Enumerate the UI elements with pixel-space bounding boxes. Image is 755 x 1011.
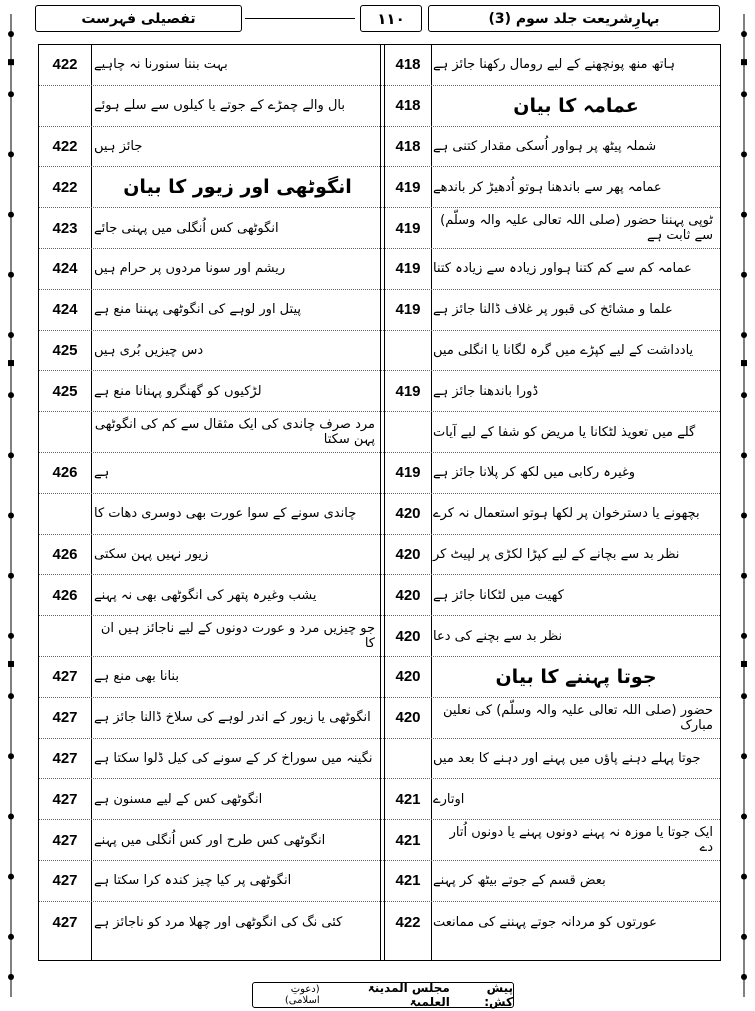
entry-title: نظر بد سے بچنے کی دعا <box>433 628 563 644</box>
left-page-number <box>39 494 91 534</box>
right-page-number: 419 <box>395 382 421 400</box>
right-page-number: 420 <box>395 545 421 563</box>
entry-title: ایک جوتا یا موزہ نہ پہنے دونوں پہنے یا دونوں اُتار دے <box>449 825 713 856</box>
section-title: تفصیلی فہرست <box>35 5 242 32</box>
table-row <box>39 331 720 372</box>
table-row <box>39 45 720 86</box>
table-row <box>39 861 720 902</box>
left-page-number <box>39 412 91 452</box>
entry-title: بہت بننا سنورنا نہ چاہیے <box>94 57 228 73</box>
entry-title: پیتل اور لوہے کی انگوٹھی پہننا منع ہے <box>94 302 301 318</box>
page-header <box>35 5 723 32</box>
table-row <box>39 290 720 331</box>
entry-title: ریشم اور سونا مردوں پر حرام ہیں <box>94 261 286 277</box>
left-page-number: 427 <box>52 749 78 767</box>
table-row <box>39 249 720 290</box>
left-page-number <box>39 86 91 126</box>
right-page-number: 420 <box>395 505 421 523</box>
entry-title: انگوٹھی کس اُنگلی میں پہنی جائے <box>94 220 279 236</box>
section-heading: عمامہ کا بیان <box>513 94 639 117</box>
left-page-number: 425 <box>52 341 78 359</box>
entry-title: کئی نگ کی انگوٹھی اور چھلا مرد کو ناجائز ہے <box>94 914 343 930</box>
entry-title: چاندی سونے کے سوا عورت بھی دوسری دھات کا <box>94 506 357 522</box>
right-page-number: 419 <box>395 464 421 482</box>
page-number: ١١٠ <box>360 5 422 32</box>
right-page-number: 418 <box>395 56 421 74</box>
right-page-number: 418 <box>395 97 421 115</box>
entry-title: عورتوں کو مردانہ جوتے پہننے کی ممانعت <box>433 914 657 930</box>
right-page-number: 421 <box>395 831 421 849</box>
entry-title: وغیرہ رکابی میں لکھ کر پلانا جائز ہے <box>433 465 636 481</box>
table-row <box>39 127 720 168</box>
entry-title: نظر بد سے بچانے کے لیے کپڑا لکڑی پر لپیٹ کر <box>433 546 680 562</box>
left-page-number: 423 <box>52 219 78 237</box>
entry-title: یادداشت کے لیے کپڑے میں گرہ لگانا یا انگلی میں <box>433 342 694 358</box>
table-row <box>39 616 720 657</box>
table-row <box>39 412 720 453</box>
entry-title: گلے میں تعویذ لٹکانا یا مریض کو شفا کے لیے آیات <box>433 424 696 440</box>
section-heading: انگوٹھی اور زیور کا بیان <box>123 176 352 199</box>
entry-title: ہے <box>94 465 110 481</box>
footer-org: مجلس المدینۃ العلمیۃ <box>367 981 450 1009</box>
section-heading: جوتا پہننے کا بیان <box>495 665 657 688</box>
right-page-number: 419 <box>395 301 421 319</box>
right-page-number: 419 <box>395 219 421 237</box>
entry-title: بنانا بھی منع ہے <box>94 669 179 685</box>
entry-title: بچھونے یا دسترخوان پر لکھا ہوتو استعمال نہ کرے <box>433 506 700 522</box>
right-page-number <box>385 331 431 371</box>
entry-title: بعض قسم کے جوتے بیٹھ کر پہنے <box>433 873 606 889</box>
left-page-number: 427 <box>52 709 78 727</box>
entry-title: عمامہ پھر سے باندھنا ہوتو اُدھیڑ کر باندھے <box>433 179 662 195</box>
entry-title: انگوٹھی پر کیا چیز کندہ کرا سکتا ہے <box>94 873 292 889</box>
index-table <box>38 44 721 961</box>
right-page-number: 419 <box>395 260 421 278</box>
entry-title: جو چیزیں مرد و عورت دونوں کے لیے ناجائز ہیں ان کا <box>100 621 375 652</box>
publisher-footer <box>252 982 514 1008</box>
left-page-number <box>39 616 91 656</box>
right-page-number: 419 <box>395 178 421 196</box>
table-row <box>39 820 720 861</box>
table-row <box>39 902 720 943</box>
entry-title: اوتارے <box>433 791 465 807</box>
header-divider <box>245 18 355 19</box>
left-page-number: 426 <box>52 586 78 604</box>
right-page-number: 418 <box>395 137 421 155</box>
table-row <box>39 167 720 208</box>
right-page-number: 421 <box>395 790 421 808</box>
entry-title: عمامہ کم سے کم کتنا ہواور زیادہ سے زیادہ کتنا <box>433 261 692 277</box>
footer-label: پیش کش: <box>484 981 513 1009</box>
left-page-number: 427 <box>52 668 78 686</box>
entry-title: کھیت میں لٹکانا جائز ہے <box>433 587 564 603</box>
left-page-number: 426 <box>52 545 78 563</box>
table-row <box>39 657 720 698</box>
left-page-number: 427 <box>52 790 78 808</box>
entry-title: لڑکیوں کو گھنگرو پہنانا منع ہے <box>94 383 262 399</box>
table-row <box>39 494 720 535</box>
table-row <box>39 535 720 576</box>
table-row <box>39 698 720 739</box>
entry-title: حضور (صلی اللہ تعالی علیہ والہ وسلّم) کی نعلین مبارک <box>442 702 713 733</box>
entry-title: زیور نہیں پہن سکتی <box>94 546 209 562</box>
table-row <box>39 453 720 494</box>
table-row <box>39 371 720 412</box>
entry-title: ہاتھ منھ پونچھنے کے لیے رومال رکھنا جائز ہے <box>433 57 676 73</box>
book-title: بہارِشریعت جلد سوم (3) <box>428 5 720 32</box>
footer-sub: (دعوتِ اسلامی) <box>284 984 320 1006</box>
entry-title: علما و مشائخ کی قبور پر غلاف ڈالنا جائز ہے <box>433 302 673 318</box>
entry-title: مرد صرف چاندی کی ایک مثقال سے کم کی انگوٹھی پہن سکتا <box>94 417 375 448</box>
right-page-number: 422 <box>395 913 421 931</box>
table-row <box>39 208 720 249</box>
left-page-number: 424 <box>52 301 78 319</box>
right-page-number: 420 <box>395 709 421 727</box>
right-page-number: 420 <box>395 627 421 645</box>
entry-title: ٹوپی پہننا حضور (صلی اللہ تعالی علیہ والہ وسلّم) سے ثابت ہے <box>440 213 713 244</box>
decorative-border-right <box>734 14 754 997</box>
left-page-number: 422 <box>52 137 78 155</box>
entry-title: انگوٹھی یا زیور کے اندر لوہے کی سلاخ ڈالنا جائز ہے <box>94 710 371 726</box>
left-page-number: 422 <box>52 178 78 196</box>
entry-title: جائز ہیں <box>94 138 143 154</box>
table-row <box>39 575 720 616</box>
right-page-number: 420 <box>395 586 421 604</box>
right-page-number <box>385 739 431 779</box>
entry-title: نگینہ میں سوراخ کر کے سونے کی کیل ڈلوا سکتا ہے <box>94 750 373 766</box>
entry-title: شملہ پیٹھ پر ہواور اُسکی مقدار کتنی ہے <box>433 138 657 154</box>
left-page-number: 424 <box>52 260 78 278</box>
right-page-number <box>385 412 431 452</box>
left-page-number: 427 <box>52 913 78 931</box>
table-row <box>39 739 720 780</box>
left-page-number: 427 <box>52 831 78 849</box>
left-page-number: 422 <box>52 56 78 74</box>
entry-title: یشب وغیرہ پتھر کی انگوٹھی بھی نہ پہنے <box>94 587 317 603</box>
left-page-number: 426 <box>52 464 78 482</box>
decorative-border-left <box>1 14 21 997</box>
left-page-number: 427 <box>52 872 78 890</box>
entry-title: جوتا پہلے دہنے پاؤں میں پہنے اور دہنے کا بعد میں <box>433 750 701 766</box>
entry-title: ڈورا باندھنا جائز ہے <box>433 383 539 399</box>
entry-title: انگوٹھی کس کے لیے مسنون ہے <box>94 791 263 807</box>
table-row <box>39 779 720 820</box>
left-page-number: 425 <box>52 382 78 400</box>
right-page-number: 420 <box>395 668 421 686</box>
right-page-number: 421 <box>395 872 421 890</box>
table-row <box>39 86 720 127</box>
entry-title: انگوٹھی کس طرح اور کس اُنگلی میں پہنے <box>94 832 326 848</box>
entry-title: دس چیزیں بُری ہیں <box>94 342 204 358</box>
entry-title: بال والے چمڑے کے جوتے یا کیلوں سے سلے ہوئے <box>94 98 345 114</box>
